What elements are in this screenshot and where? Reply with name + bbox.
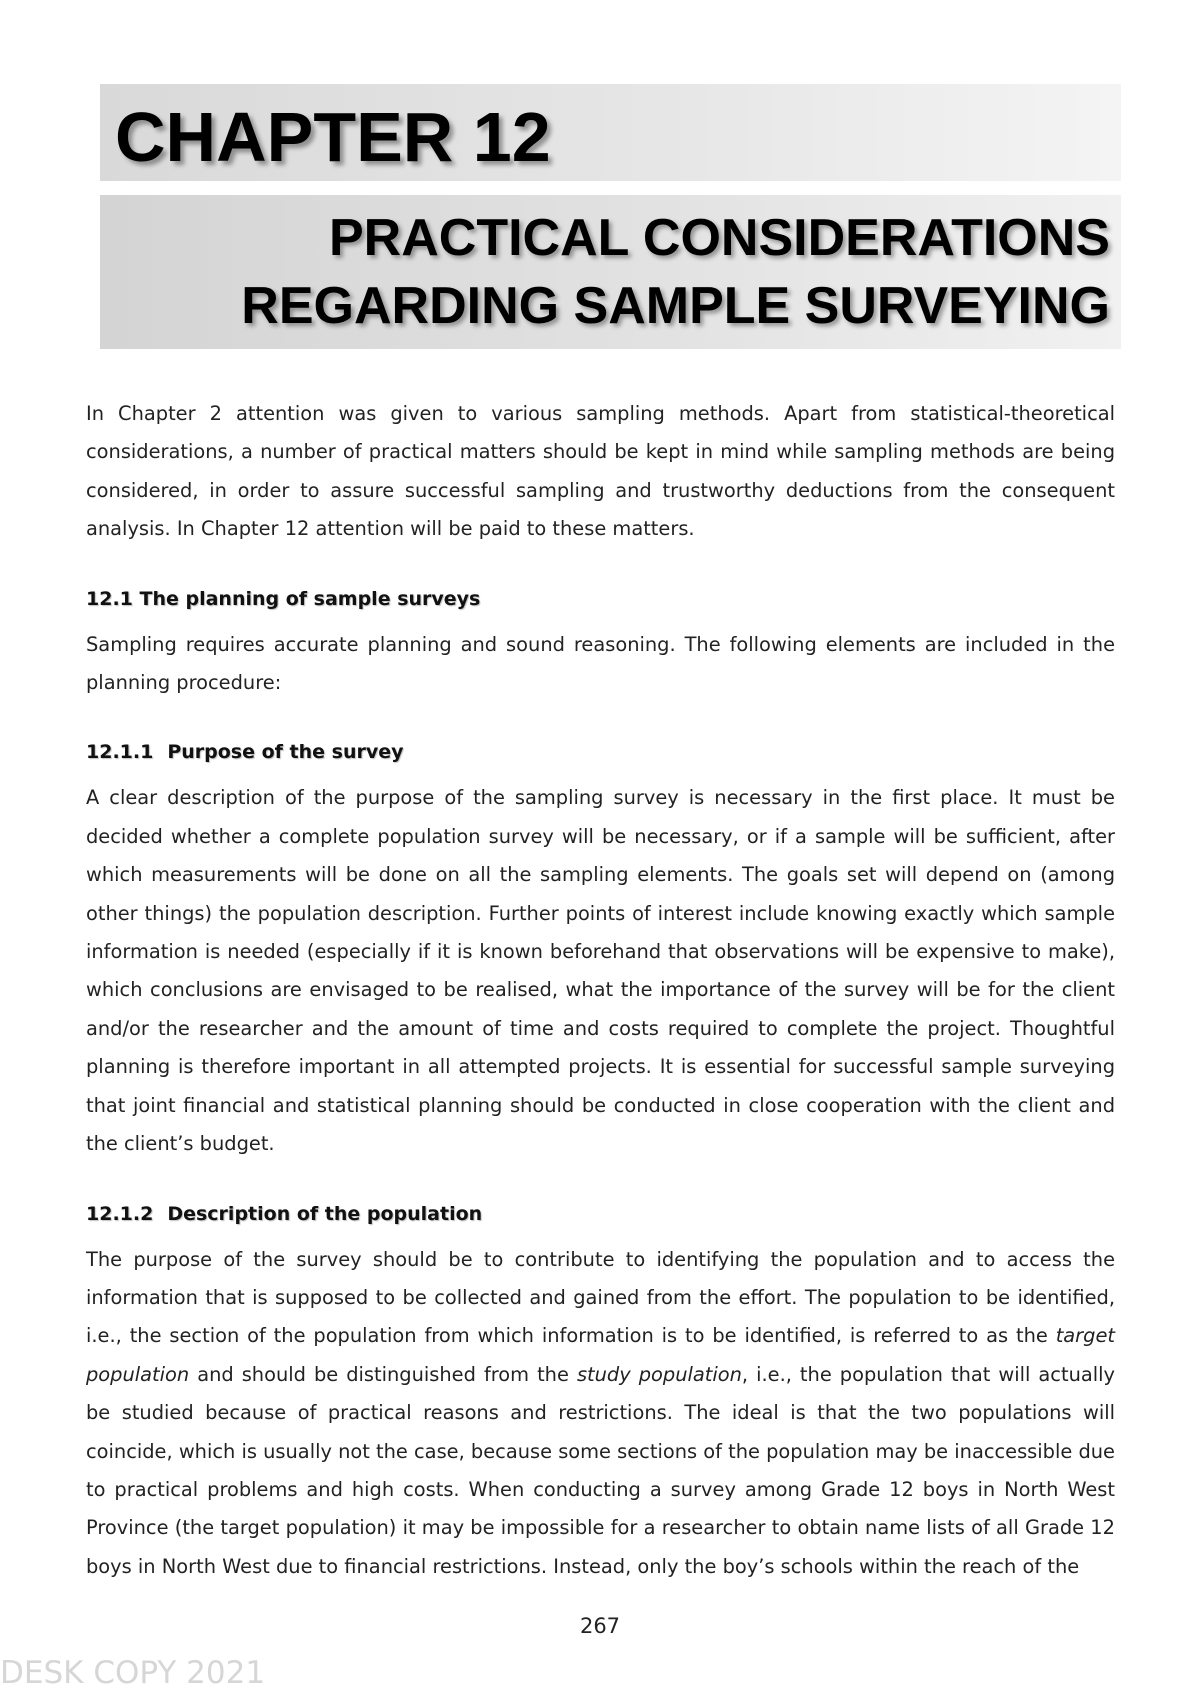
page-number: 267 bbox=[579, 1614, 621, 1638]
watermark: DESK COPY 2021 bbox=[0, 1655, 266, 1691]
intro-paragraph: In Chapter 2 attention was given to various sampling methods. Apart from statistical-theoretical considerations, a number of practical matters should be kept in mind while sampling methods are being considered, in order to assure successful sampling and trustworthy deductions from the consequent analysis. In Chapter 12 attention will be paid to these matters. bbox=[86, 402, 1115, 541]
section-number-12-1-2: 12.1.2 bbox=[86, 1202, 154, 1225]
paragraph-text: , i.e., the population that will actually be studied because of practical reasons and restrictions. The ideal is that the two populations will coincide, which is usually not the case, because some sections of the population may be inaccessible due to practical problems and high costs. When conducting a survey among Grade 12 boys in North West Province (the target population) it may be impossible for a researcher to obtain name lists of all Grade 12 boys in North West due to financial restrictions. Instead, only the boy’s schools within the reach of the bbox=[86, 1362, 1115, 1578]
section-heading-12-1-2 bbox=[86, 1201, 1115, 1227]
term-target-population: target population bbox=[86, 1324, 1115, 1386]
chapter-title-line-1: PRACTICAL CONSIDERATIONS bbox=[329, 209, 1110, 267]
section-12-1-paragraph: Sampling requires accurate planning and sound reasoning. The following elements are included in the planning procedure: bbox=[86, 632, 1115, 695]
chapter-title-line-2: REGARDING SAMPLE SURVEYING bbox=[241, 277, 1110, 335]
section-12-1-2-paragraph bbox=[86, 1241, 1115, 1587]
chapter-label: CHAPTER 12 bbox=[115, 98, 551, 176]
paragraph-text: and should be distinguished from the bbox=[189, 1362, 577, 1386]
section-heading-12-1-1 bbox=[86, 739, 1115, 765]
body-content bbox=[86, 395, 1115, 1586]
section-heading-12-1: 12.1 The planning of sample surveys bbox=[86, 587, 481, 610]
section-12-1-1-paragraph: A clear description of the purpose of the sampling survey is necessary in the first place. It must be decided whether a complete population survey will be necessary, or if a sample will be sufficient, after which measurements will be done on all the sampling elements. The goals set will depend on (among other things) the population description. Further points of interest include knowing exactly which sample information is needed (especially if it is known beforehand that observations will be expensive to make), which conclusions are envisaged to be realised, what the importance of the survey will be for the client and/or the researcher and the amount of time and costs required to complete the project. Thoughtful planning is therefore important in all attempted projects. It is essential for successful sample surveying that joint financial and statistical planning should be conducted in close cooperation with the client and the client’s budget. bbox=[86, 786, 1115, 1156]
section-number-12-1-1: 12.1.1 bbox=[86, 741, 154, 764]
section-title-12-1-1: Purpose of the survey bbox=[167, 741, 404, 764]
paragraph-text: The purpose of the survey should be to contribute to identifying the population and to access the information that is supposed to be collected and gained from the effort. The population to be identified, i.e., the section of the population from which information is to be identified, is referred to as the bbox=[86, 1247, 1115, 1348]
term-study-population: study population bbox=[576, 1362, 742, 1386]
section-title-12-1-2: Description of the population bbox=[167, 1202, 483, 1225]
chapter-title bbox=[241, 204, 1110, 340]
